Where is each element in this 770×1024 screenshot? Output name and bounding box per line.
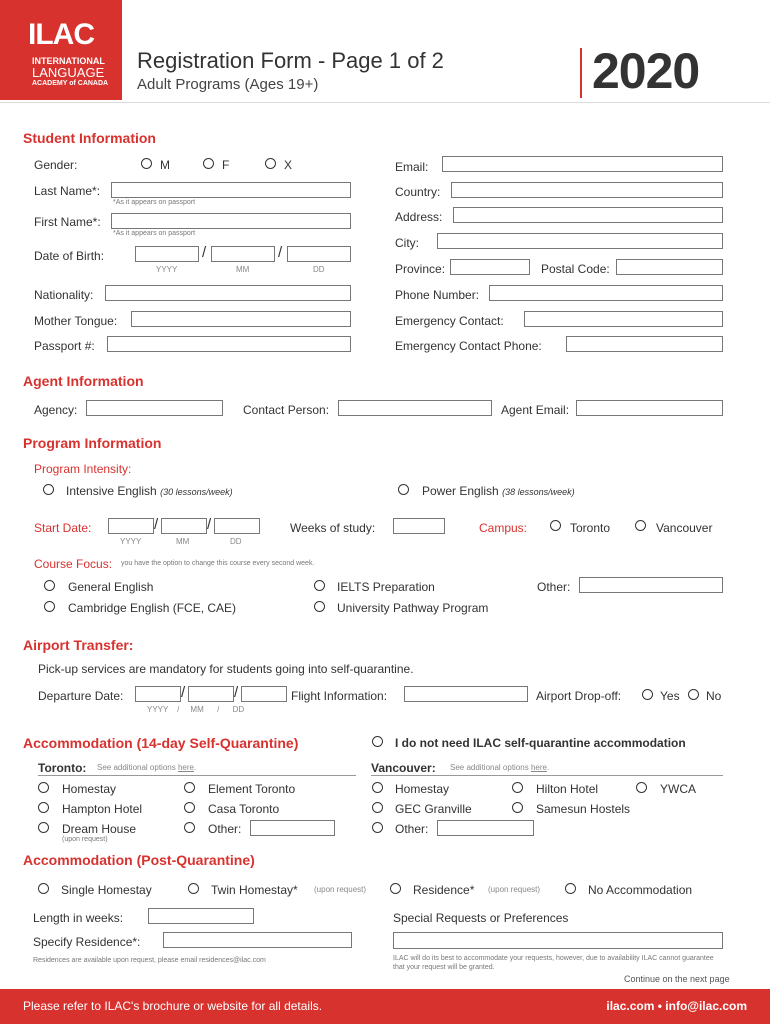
dob-slash-1: / xyxy=(202,244,207,261)
van-other-field[interactable] xyxy=(437,820,534,836)
quarantine-accommodation-heading: Accommodation (14-day Self-Quarantine) xyxy=(23,735,299,751)
dob-year-field[interactable] xyxy=(135,246,199,262)
first-name-note: *As it appears on passport xyxy=(113,230,196,237)
focus-other-field[interactable] xyxy=(579,577,723,593)
intensive-english-note: (30 lessons/week) xyxy=(160,487,233,497)
logo-line1: INTERNATIONAL xyxy=(32,56,105,66)
contact-person-label: Contact Person: xyxy=(243,403,330,417)
emergency-phone-label: Emergency Contact Phone: xyxy=(395,339,542,353)
campus-label: Campus: xyxy=(479,521,528,535)
dob-mm-hint: MM xyxy=(236,265,250,274)
gender-label: Gender: xyxy=(34,158,78,172)
province-field[interactable] xyxy=(450,259,530,275)
tor-other-label: Other: xyxy=(208,822,242,836)
footer-bar xyxy=(0,989,770,1024)
last-name-note: *As it appears on passport xyxy=(113,199,196,206)
twin-homestay-radio[interactable] xyxy=(188,883,199,894)
van-other-radio[interactable] xyxy=(372,822,383,833)
gender-f-radio[interactable] xyxy=(203,158,214,169)
logo-line3: ACADEMY of CANADA xyxy=(32,80,109,87)
general-english-label: General English xyxy=(68,580,154,594)
toronto-here-link[interactable]: here xyxy=(177,763,194,772)
city-label: City: xyxy=(395,236,419,250)
departure-year-field[interactable] xyxy=(135,686,181,702)
power-english-note: (38 lessons/week) xyxy=(502,487,575,497)
weeks-of-study-field[interactable] xyxy=(393,518,445,534)
dropoff-no-label: No xyxy=(706,689,722,703)
gec-granville-label: GEC Granville xyxy=(395,802,472,816)
program-info-heading: Program Information xyxy=(23,435,162,451)
contact-person-field[interactable] xyxy=(338,400,492,416)
van-homestay-radio[interactable] xyxy=(372,782,383,793)
mother-tongue-field[interactable] xyxy=(131,311,351,327)
residence-note: (upon request) xyxy=(488,885,541,894)
quarantine-vancouver-label: Vancouver: xyxy=(371,761,436,775)
course-focus-note: you have the option to change this course every second week. xyxy=(121,560,315,567)
intensive-english-text: Intensive English xyxy=(66,484,157,498)
post-quarantine-heading: Accommodation (Post-Quarantine) xyxy=(23,852,255,868)
casa-toronto-label: Casa Toronto xyxy=(208,802,280,816)
ielts-label: IELTS Preparation xyxy=(337,580,435,594)
form-year: 2020 xyxy=(592,43,700,99)
phone-label: Phone Number: xyxy=(395,288,480,302)
tor-homestay-radio[interactable] xyxy=(38,782,49,793)
airport-dropoff-label: Airport Drop-off: xyxy=(536,689,622,703)
start-year-field[interactable] xyxy=(108,518,154,534)
airport-transfer-note: Pick-up services are mandatory for students going into self-quarantine. xyxy=(38,662,414,676)
dropoff-no-radio[interactable] xyxy=(688,689,699,700)
last-name-field[interactable] xyxy=(111,182,351,198)
dream-house-radio[interactable] xyxy=(38,822,49,833)
toronto-see-more-text: See additional options xyxy=(97,763,176,772)
dob-yyyy-hint: YYYY xyxy=(156,265,178,274)
vancouver-here-link[interactable]: here xyxy=(530,763,547,772)
course-focus-label: Course Focus: xyxy=(34,557,113,571)
agent-email-label: Agent Email: xyxy=(501,403,570,417)
samesun-hostels-radio[interactable] xyxy=(512,802,523,813)
no-quarantine-accommodation-radio[interactable] xyxy=(372,736,383,747)
start-month-field[interactable] xyxy=(161,518,207,534)
ywca-label: YWCA xyxy=(660,782,696,796)
element-toronto-label: Element Toronto xyxy=(208,782,296,796)
start-mm-hint: MM xyxy=(176,537,190,546)
quarantine-toronto-more: See additional options here. xyxy=(97,763,197,772)
dob-label: Date of Birth: xyxy=(34,249,105,263)
campus-toronto-label: Toronto xyxy=(570,521,611,535)
single-homestay-radio[interactable] xyxy=(38,883,49,894)
hampton-hotel-label: Hampton Hotel xyxy=(62,802,143,816)
logo-line2: LANGUAGE xyxy=(32,65,105,80)
country-field[interactable] xyxy=(451,182,723,198)
agent-email-field[interactable] xyxy=(576,400,723,416)
university-pathway-radio[interactable] xyxy=(314,601,325,612)
power-english-text: Power English xyxy=(422,484,499,498)
twin-homestay-note: (upon request) xyxy=(314,885,367,894)
departure-date-hint: YYYY / MM / DD xyxy=(147,705,245,714)
power-english-label xyxy=(422,484,575,498)
continue-note: Continue on the next page xyxy=(624,974,730,984)
cambridge-english-radio[interactable] xyxy=(44,601,55,612)
postal-code-field[interactable] xyxy=(616,259,723,275)
cambridge-english-label: Cambridge English (FCE, CAE) xyxy=(68,601,237,615)
departure-slash-1: / xyxy=(181,684,186,701)
dropoff-yes-radio[interactable] xyxy=(642,689,653,700)
nationality-label: Nationality: xyxy=(34,288,94,302)
start-dd-hint: DD xyxy=(230,537,242,546)
country-label: Country: xyxy=(395,185,441,199)
gender-x-label: X xyxy=(284,158,293,172)
hilton-hotel-label: Hilton Hotel xyxy=(536,782,599,796)
campus-toronto-radio[interactable] xyxy=(550,520,561,531)
footer-contact-link[interactable]: ilac.com • info@ilac.com xyxy=(606,999,747,1013)
last-name-label: Last Name*: xyxy=(34,184,101,198)
start-slash-1: / xyxy=(154,516,159,533)
gender-m-radio[interactable] xyxy=(141,158,152,169)
program-intensity-label: Program Intensity: xyxy=(34,462,132,476)
tor-homestay-label: Homestay xyxy=(62,782,117,796)
single-homestay-label: Single Homestay xyxy=(61,883,152,897)
weeks-of-study-label: Weeks of study: xyxy=(290,521,376,535)
year-divider xyxy=(580,48,582,98)
hilton-hotel-radio[interactable] xyxy=(512,782,523,793)
dream-house-label: Dream House xyxy=(62,822,137,836)
passport-label: Passport #: xyxy=(34,339,95,353)
no-accommodation-label: No Accommodation xyxy=(588,883,693,897)
toronto-underline xyxy=(38,775,356,776)
dob-month-field[interactable] xyxy=(211,246,275,262)
start-day-field[interactable] xyxy=(214,518,260,534)
focus-other-label: Other: xyxy=(537,580,571,594)
van-homestay-label: Homestay xyxy=(395,782,450,796)
agency-label: Agency: xyxy=(34,403,78,417)
van-other-label: Other: xyxy=(395,822,429,836)
no-accommodation-radio[interactable] xyxy=(565,883,576,894)
quarantine-toronto-label: Toronto: xyxy=(38,761,87,775)
casa-toronto-radio[interactable] xyxy=(184,802,195,813)
departure-month-field[interactable] xyxy=(188,686,234,702)
phone-field[interactable] xyxy=(489,285,723,301)
emergency-contact-label: Emergency Contact: xyxy=(395,314,504,328)
length-weeks-field[interactable] xyxy=(148,908,254,924)
dob-dd-hint: DD xyxy=(313,265,325,274)
specify-residence-field[interactable] xyxy=(163,932,352,948)
footer-left-text: Please refer to ILAC's brochure or website for all details. xyxy=(23,999,323,1013)
page-title: Registration Form - Page 1 of 2 xyxy=(137,48,444,73)
departure-day-field[interactable] xyxy=(241,686,287,702)
departure-slash-2: / xyxy=(234,684,239,701)
ywca-radio[interactable] xyxy=(636,782,647,793)
residence-radio[interactable] xyxy=(390,883,401,894)
element-toronto-radio[interactable] xyxy=(184,782,195,793)
hampton-hotel-radio[interactable] xyxy=(38,802,49,813)
logo-wordmark: ILAC xyxy=(28,18,94,51)
city-field[interactable] xyxy=(437,233,723,249)
agency-field[interactable] xyxy=(86,400,223,416)
residence-email-note: Residences are available upon request, please email residences@ilac.com xyxy=(33,957,266,964)
special-requests-field[interactable] xyxy=(393,932,723,949)
departure-date-label: Departure Date: xyxy=(38,689,124,703)
emergency-contact-field[interactable] xyxy=(524,311,723,327)
flight-info-label: Flight Information: xyxy=(291,689,388,703)
power-english-radio[interactable] xyxy=(398,484,409,495)
header-rule xyxy=(0,102,770,103)
tor-other-radio[interactable] xyxy=(184,822,195,833)
residence-label: Residence* xyxy=(413,883,475,897)
campus-vancouver-label: Vancouver xyxy=(656,521,713,535)
ielts-radio[interactable] xyxy=(314,580,325,591)
mother-tongue-label: Mother Tongue: xyxy=(34,314,118,328)
province-label: Province: xyxy=(395,262,446,276)
intensive-english-radio[interactable] xyxy=(43,484,54,495)
dropoff-yes-label: Yes xyxy=(660,689,680,703)
passport-field[interactable] xyxy=(107,336,351,352)
flight-info-field[interactable] xyxy=(404,686,528,702)
specify-residence-label: Specify Residence*: xyxy=(33,935,141,949)
gec-granville-radio[interactable] xyxy=(372,802,383,813)
email-field[interactable] xyxy=(442,156,723,172)
address-field[interactable] xyxy=(453,207,723,223)
nationality-field[interactable] xyxy=(105,285,351,301)
address-label: Address: xyxy=(395,210,443,224)
dob-day-field[interactable] xyxy=(287,246,351,262)
first-name-label: First Name*: xyxy=(34,215,101,229)
special-requests-label: Special Requests or Preferences xyxy=(393,911,569,925)
general-english-radio[interactable] xyxy=(44,580,55,591)
first-name-field[interactable] xyxy=(111,213,351,229)
gender-x-radio[interactable] xyxy=(265,158,276,169)
gender-f-label: F xyxy=(222,158,230,172)
ilac-logo xyxy=(0,0,122,100)
student-info-heading: Student Information xyxy=(23,130,156,146)
no-quarantine-accommodation-label: I do not need ILAC self-quarantine accommodation xyxy=(395,736,686,750)
length-weeks-label: Length in weeks: xyxy=(33,911,124,925)
vancouver-underline xyxy=(371,775,723,776)
start-slash-2: / xyxy=(207,516,212,533)
dob-slash-2: / xyxy=(278,244,283,261)
postal-code-label: Postal Code: xyxy=(541,262,610,276)
tor-other-field[interactable] xyxy=(250,820,335,836)
agent-info-heading: Agent Information xyxy=(23,373,144,389)
samesun-hostels-label: Samesun Hostels xyxy=(536,802,631,816)
university-pathway-label: University Pathway Program xyxy=(337,601,489,615)
start-yyyy-hint: YYYY xyxy=(120,537,142,546)
campus-vancouver-radio[interactable] xyxy=(635,520,646,531)
emergency-phone-field[interactable] xyxy=(566,336,723,352)
dream-house-note: (upon request) xyxy=(62,836,108,843)
page-subtitle: Adult Programs (Ages 19+) xyxy=(137,76,319,93)
vancouver-see-more-text: See additional options xyxy=(450,763,529,772)
intensive-english-label xyxy=(66,484,233,498)
email-label: Email: xyxy=(395,160,429,174)
ilac-request-note: ILAC will do its best to accommodate your requests, however, due to availability ILAC cannot guarantee that your request will be granted. xyxy=(393,955,714,971)
quarantine-vancouver-more: See additional options here. xyxy=(450,763,550,772)
twin-homestay-label: Twin Homestay* xyxy=(211,883,298,897)
gender-m-label: M xyxy=(160,158,170,172)
airport-transfer-heading: Airport Transfer: xyxy=(23,637,134,653)
start-date-label: Start Date: xyxy=(34,521,92,535)
